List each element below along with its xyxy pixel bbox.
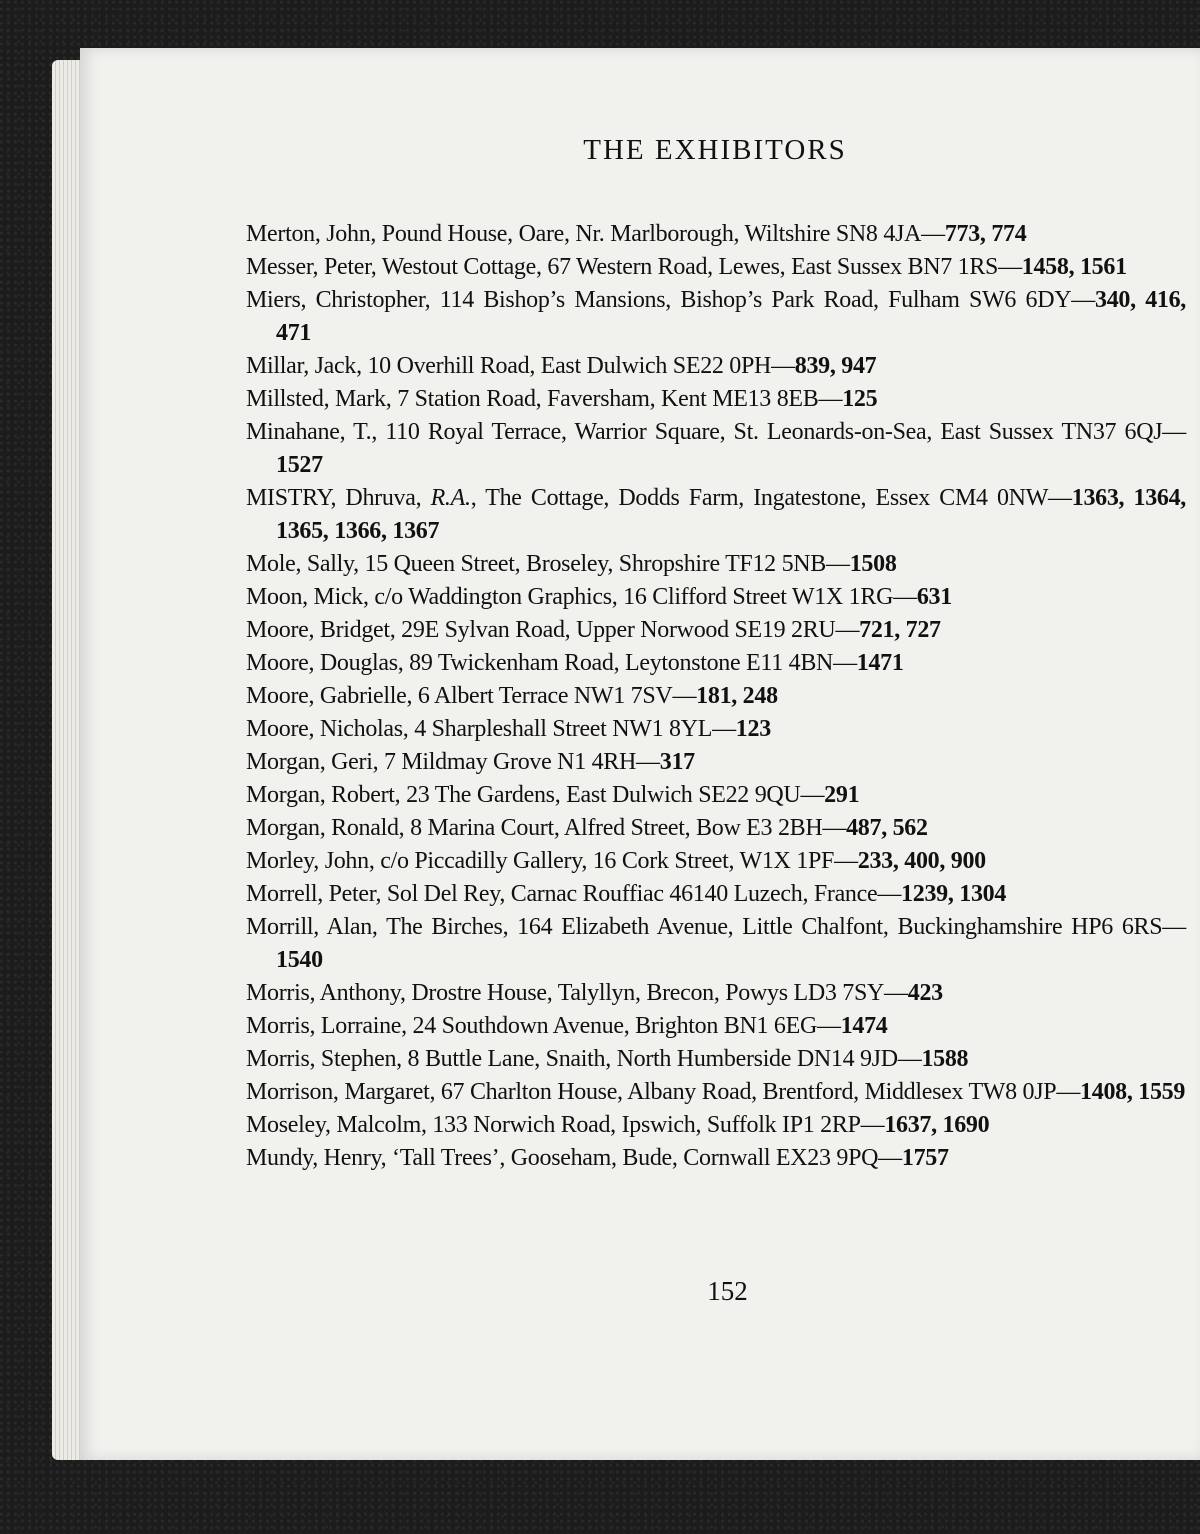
catalogue-numbers: 1363, 1364, 1365, 1366, 1367 [276,485,1187,544]
catalogue-numbers: 1527 [276,452,323,478]
exhibitor-entry: Morrison, Margaret, 67 Charlton House, Albany Road, Brentford, Middlesex TW8 0JP—1408, 1559 [246,1079,1186,1105]
catalogue-numbers: 317 [659,749,695,775]
catalogue-numbers: 123 [735,716,771,742]
catalogue-numbers: 839, 947 [794,353,877,379]
exhibitor-entry: Millsted, Mark, 7 Station Road, Faversham, Kent ME13 8EB—125 [246,386,878,412]
catalogue-numbers: 423 [907,980,943,1006]
exhibitor-entry: Mundy, Henry, ‘Tall Trees’, Gooseham, Bude, Cornwall EX23 9PQ—1757 [246,1145,949,1171]
exhibitor-entry: Minahane, T., 110 Royal Terrace, Warrior Square, St. Leonards-on-Sea, East Sussex TN37 6QJ—1527 [246,419,1186,478]
catalogue-numbers: 631 [916,584,952,610]
exhibitor-entry: Morgan, Ronald, 8 Marina Court, Alfred Street, Bow E3 2BH—487, 562 [246,815,928,841]
exhibitor-entry: Morrill, Alan, The Birches, 164 Elizabeth Avenue, Little Chalfont, Buckinghamshire HP6 6RS—1540 [246,914,1186,973]
catalogue-numbers: 1508 [849,551,897,577]
catalogue-numbers: 1458, 1561 [1021,254,1127,280]
catalogue-numbers: 233, 400, 900 [857,848,986,874]
exhibitor-entry: Morgan, Robert, 23 The Gardens, East Dulwich SE22 9QU—291 [246,782,860,808]
exhibitor-entry: MISTRY, Dhruva, R.A., The Cottage, Dodds Farm, Ingatestone, Essex CM4 0NW—1363, 1364, 1365, 1366, 1367 [246,485,1187,544]
exhibitor-entry: Moseley, Malcolm, 133 Norwich Road, Ipswich, Suffolk IP1 2RP—1637, 1690 [246,1112,990,1138]
exhibitor-entry: Merton, John, Pound House, Oare, Nr. Marlborough, Wiltshire SN8 4JA—773, 774 [246,221,1027,247]
catalogue-numbers: 721, 727 [859,617,941,643]
exhibitor-entry: Morley, John, c/o Piccadilly Gallery, 16 Cork Street, W1X 1PF—233, 400, 900 [246,848,986,874]
catalogue-numbers: 1408, 1559 [1080,1079,1186,1105]
exhibitor-entry: Morrell, Peter, Sol Del Rey, Carnac Rouffiac 46140 Luzech, France—1239, 1304 [246,881,1007,907]
exhibitor-entry: Morris, Anthony, Drostre House, Talyllyn, Brecon, Powys LD3 7SY—423 [246,980,943,1006]
exhibitor-entry: Millar, Jack, 10 Overhill Road, East Dulwich SE22 0PH—839, 947 [246,353,877,379]
exhibitor-entry: Morris, Stephen, 8 Buttle Lane, Snaith, North Humberside DN14 9JD—1588 [246,1046,969,1072]
exhibitor-entry: Moore, Bridget, 29E Sylvan Road, Upper Norwood SE19 2RU—721, 727 [246,617,941,643]
exhibitor-entry: Miers, Christopher, 114 Bishop’s Mansions, Bishop’s Park Road, Fulham SW6 6DY—340, 416, 471 [246,287,1186,346]
exhibitor-entry: Moore, Douglas, 89 Twickenham Road, Leytonstone E11 4BN—1471 [246,650,904,676]
exhibitor-entry: Morgan, Geri, 7 Mildmay Grove N1 4RH—317 [246,749,695,775]
page-number: 152 [707,1276,748,1306]
exhibitor-entry: Messer, Peter, Westout Cottage, 67 Western Road, Lewes, East Sussex BN7 1RS—1458, 1561 [246,254,1127,280]
catalogue-numbers: 1540 [276,947,323,973]
book-page [80,48,1200,1460]
catalogue-numbers: 181, 248 [696,683,778,709]
exhibitor-entry: Morris, Lorraine, 24 Southdown Avenue, Brighton BN1 6EG—1474 [246,1013,888,1039]
catalogue-numbers: 340, 416, 471 [276,287,1186,346]
catalogue-numbers: 487, 562 [846,815,928,841]
catalogue-numbers: 1471 [856,650,904,676]
catalogue-numbers: 1757 [901,1145,949,1171]
catalogue-numbers: 1588 [921,1046,969,1072]
exhibitor-entry: Mole, Sally, 15 Queen Street, Broseley, Shropshire TF12 5NB—1508 [246,551,897,577]
exhibitor-entry: Moore, Gabrielle, 6 Albert Terrace NW1 7SV—181, 248 [246,683,778,709]
exhibitor-entry: Moon, Mick, c/o Waddington Graphics, 16 Clifford Street W1X 1RG—631 [246,584,952,610]
page-title: THE EXHIBITORS [583,134,847,166]
catalogue-numbers: 1474 [840,1013,888,1039]
catalogue-numbers: 125 [842,386,878,412]
catalogue-numbers: 1239, 1304 [901,881,1007,907]
catalogue-numbers: 773, 774 [944,221,1027,247]
exhibitor-entry: Moore, Nicholas, 4 Sharpleshall Street NW1 8YL—123 [246,716,771,742]
exhibitor-list [246,218,1186,1175]
catalogue-numbers: 1637, 1690 [884,1112,990,1138]
catalogue-numbers: 291 [824,782,860,808]
honour-abbreviation: R.A. [430,485,471,511]
